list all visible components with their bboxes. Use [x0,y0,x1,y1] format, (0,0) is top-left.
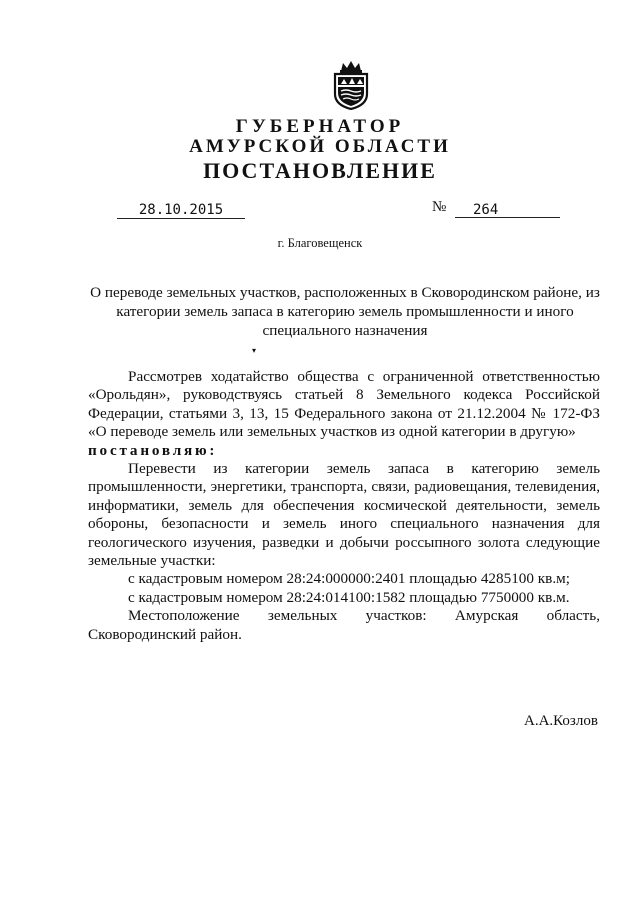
parcel-item-2: с кадастровым номером 28:24:014100:1582 площадью 7750000 кв.м. [128,588,570,606]
parcel-item-1: с кадастровым номером 28:24:000000:2401 площадью 4285100 кв.м; [128,570,570,588]
document-number: 264 [455,202,560,218]
body-line: Перевести из категории земель запаса в категорию земель [128,460,600,478]
document-city: г. Благовещенск [277,236,363,250]
body-line: промышленности, энергетики, транспорта, связи, радиовещания, телевидения, [88,478,600,496]
document-subject [86,283,604,340]
body-line: Федерации, статьями 3, 13, 15 Федерального закона от 21.12.2004 № 172-ФЗ [88,404,600,422]
body-line: геологического изучения, разведки и добычи россыпного золота следующие [88,533,600,551]
body-line: «О переводе земель или земельных участков из одной категории в другую» [88,423,576,441]
number-sign: № [432,199,447,215]
header-region: АМУРСКОЙ ОБЛАСТИ [189,136,451,157]
body-line: информатики, земель для обеспечения космической деятельности, земель [88,496,600,514]
subject-line: О переводе земельных участков, расположенных в Сковородинском районе, из [90,284,600,301]
signature-name: А.А.Козлов [524,713,598,729]
body-line: Сковородинский район. [88,625,242,643]
document-type: ПОСТАНОВЛЕНИЕ [203,158,437,183]
body-line: обороны, безопасности и земель иного специального назначения для [88,515,600,533]
speck-mark: ▾ [252,346,257,355]
header-governor: ГУБЕРНАТОР [235,116,405,137]
coat-of-arms-icon [329,60,373,110]
resolution-command: постановляю: [88,441,218,459]
subject-line: специального назначения [262,322,428,339]
body-line: Рассмотрев ходатайство общества с ограниченной ответственностью [128,368,600,385]
document-body [88,368,600,644]
document-date: 28.10.2015 [117,202,245,219]
subject-line: категории земель запаса в категорию земель промышленности и иного [116,303,574,320]
body-line: земельные участки: [88,552,216,570]
body-line: Местоположение земельных участков: Амурская область, [128,607,600,625]
body-line: «Орольдян», руководствуясь статьей 8 Земельного кодекса Российской [88,386,600,404]
